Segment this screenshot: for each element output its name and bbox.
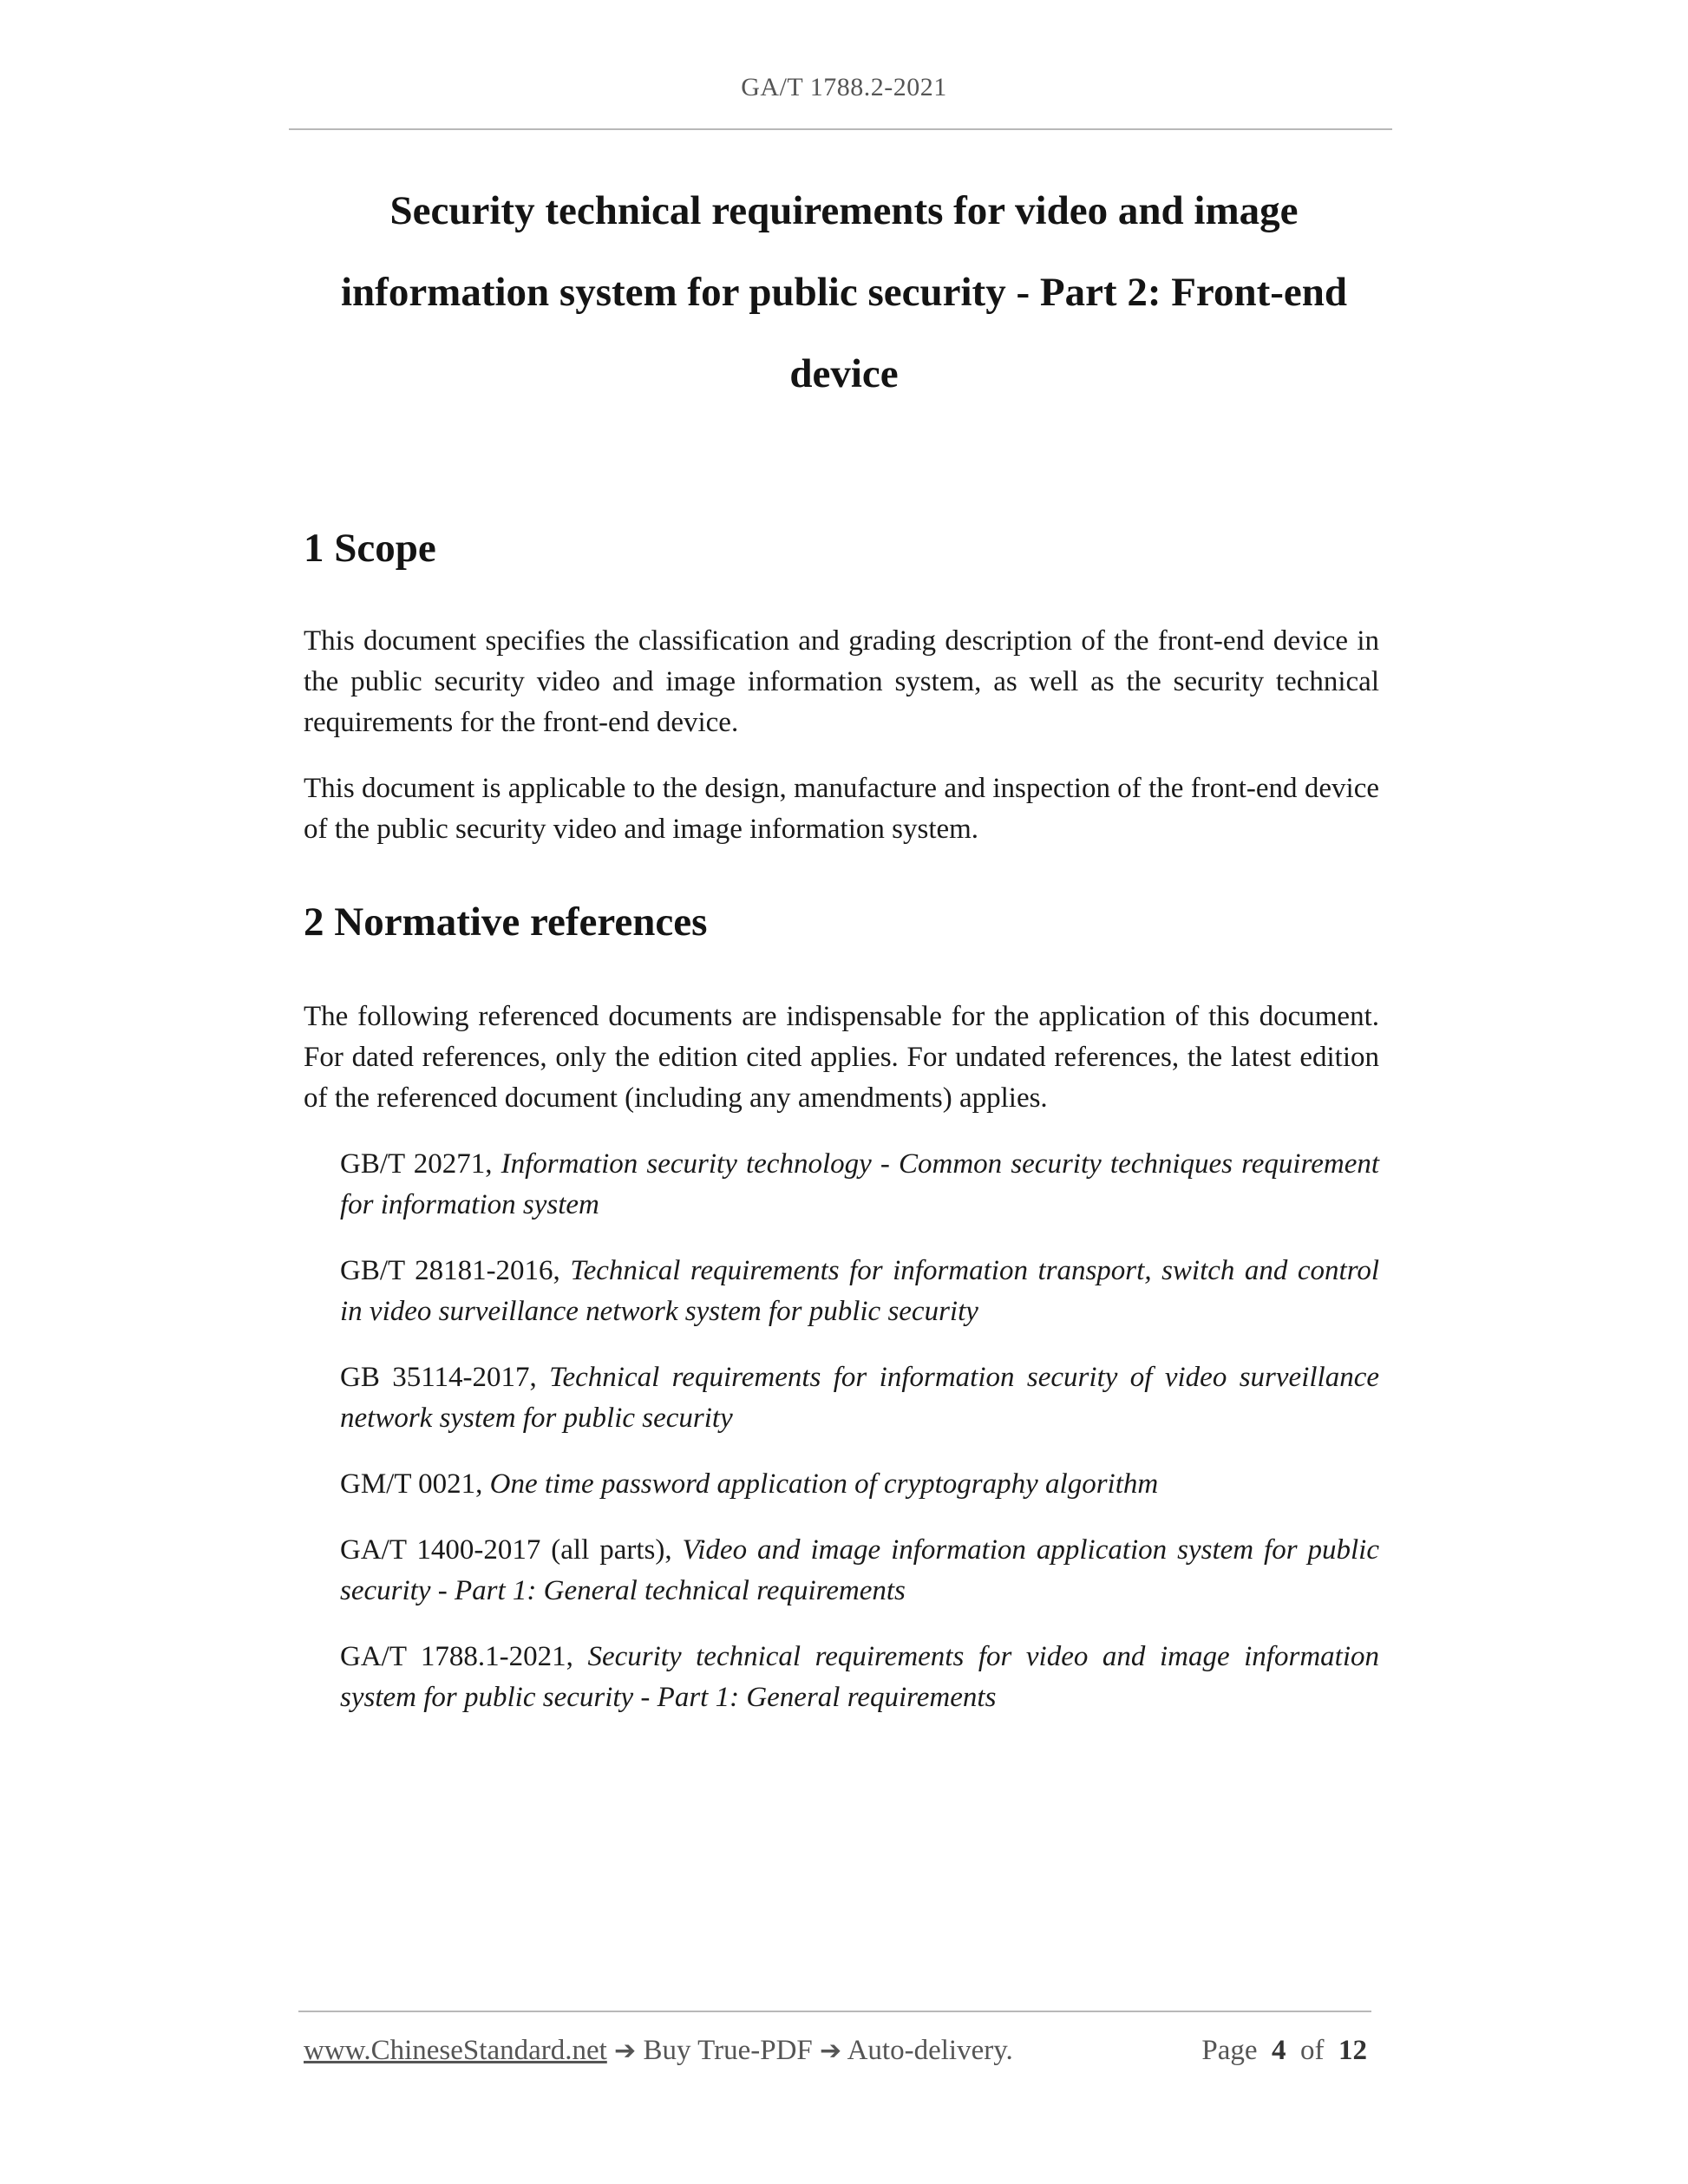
reference-item (340, 1464, 1379, 1505)
title-line-3: device (789, 351, 899, 396)
footer-divider (298, 2011, 1371, 2012)
document-title (304, 170, 1384, 415)
page-total: 12 (1338, 2035, 1367, 2066)
delivery-text: Auto-delivery. (847, 2035, 1013, 2066)
reference-title: Information security technology - Common security techniques requirement for information system (340, 1148, 1380, 1220)
title-line-2: information system for public security - Part 2: Front-end (340, 270, 1348, 315)
reference-code: GA/T 1788.1-2021, (340, 1641, 588, 1672)
reference-title: Technical requirements for information security of video surveillance network system for public security (340, 1362, 1379, 1434)
section-heading-scope: 1 Scope (304, 526, 436, 571)
reference-item (340, 1530, 1379, 1612)
reference-item (340, 1144, 1379, 1226)
reference-item (340, 1637, 1379, 1718)
header-divider (289, 128, 1392, 130)
reference-title: Security technical requirements for video and image information system for public security - Part 1: General requirements (340, 1641, 1379, 1713)
reference-title: Video and image information application system for public security - Part 1: General technical requirements (340, 1534, 1380, 1606)
scope-paragraph-1: This document specifies the classification and grading description of the front-end device in the public security video and image information system, as well as the security technical requirements for the front-end device. (304, 625, 1379, 738)
reference-item (340, 1251, 1379, 1332)
scope-paragraph-2: This document is applicable to the design, manufacture and inspection of the front-end device of the public security video and image information system. (304, 773, 1379, 845)
reference-title: One time password application of cryptography algorithm (489, 1468, 1159, 1500)
right-arrow-icon: ➔ (820, 2036, 842, 2066)
section-heading-normative-references: 2 Normative references (304, 899, 708, 945)
reference-code: GB 35114-2017, (340, 1362, 550, 1393)
page-indicator (1201, 2031, 1367, 2070)
reference-code: GA/T 1400-2017 (all parts), (340, 1534, 683, 1566)
document-body (304, 522, 1379, 1718)
of-label: of (1300, 2035, 1325, 2066)
page-current: 4 (1272, 2035, 1286, 2066)
footer-promo (304, 2031, 1013, 2070)
right-arrow-icon: ➔ (614, 2036, 637, 2066)
buy-text: Buy True-PDF (643, 2035, 813, 2066)
reference-title: Technical requirements for information transport, switch and control in video surveillance network system for public security (340, 1255, 1379, 1327)
reference-item (340, 1357, 1379, 1439)
page-label: Page (1201, 2035, 1258, 2066)
title-line-1: Security technical requirements for video and image (389, 188, 1299, 233)
running-header: GA/T 1788.2-2021 (741, 73, 947, 101)
site-link[interactable]: www.ChineseStandard.net (304, 2035, 607, 2066)
normative-intro: The following referenced documents are indispensable for the application of this document. For dated references, only the edition cited applies. For undated references, the latest edition of the referenced document (including any amendments) applies. (304, 1001, 1379, 1114)
reference-code: GB/T 28181-2016, (340, 1255, 571, 1286)
reference-code: GB/T 20271, (340, 1148, 501, 1180)
reference-code: GM/T 0021, (340, 1468, 490, 1500)
